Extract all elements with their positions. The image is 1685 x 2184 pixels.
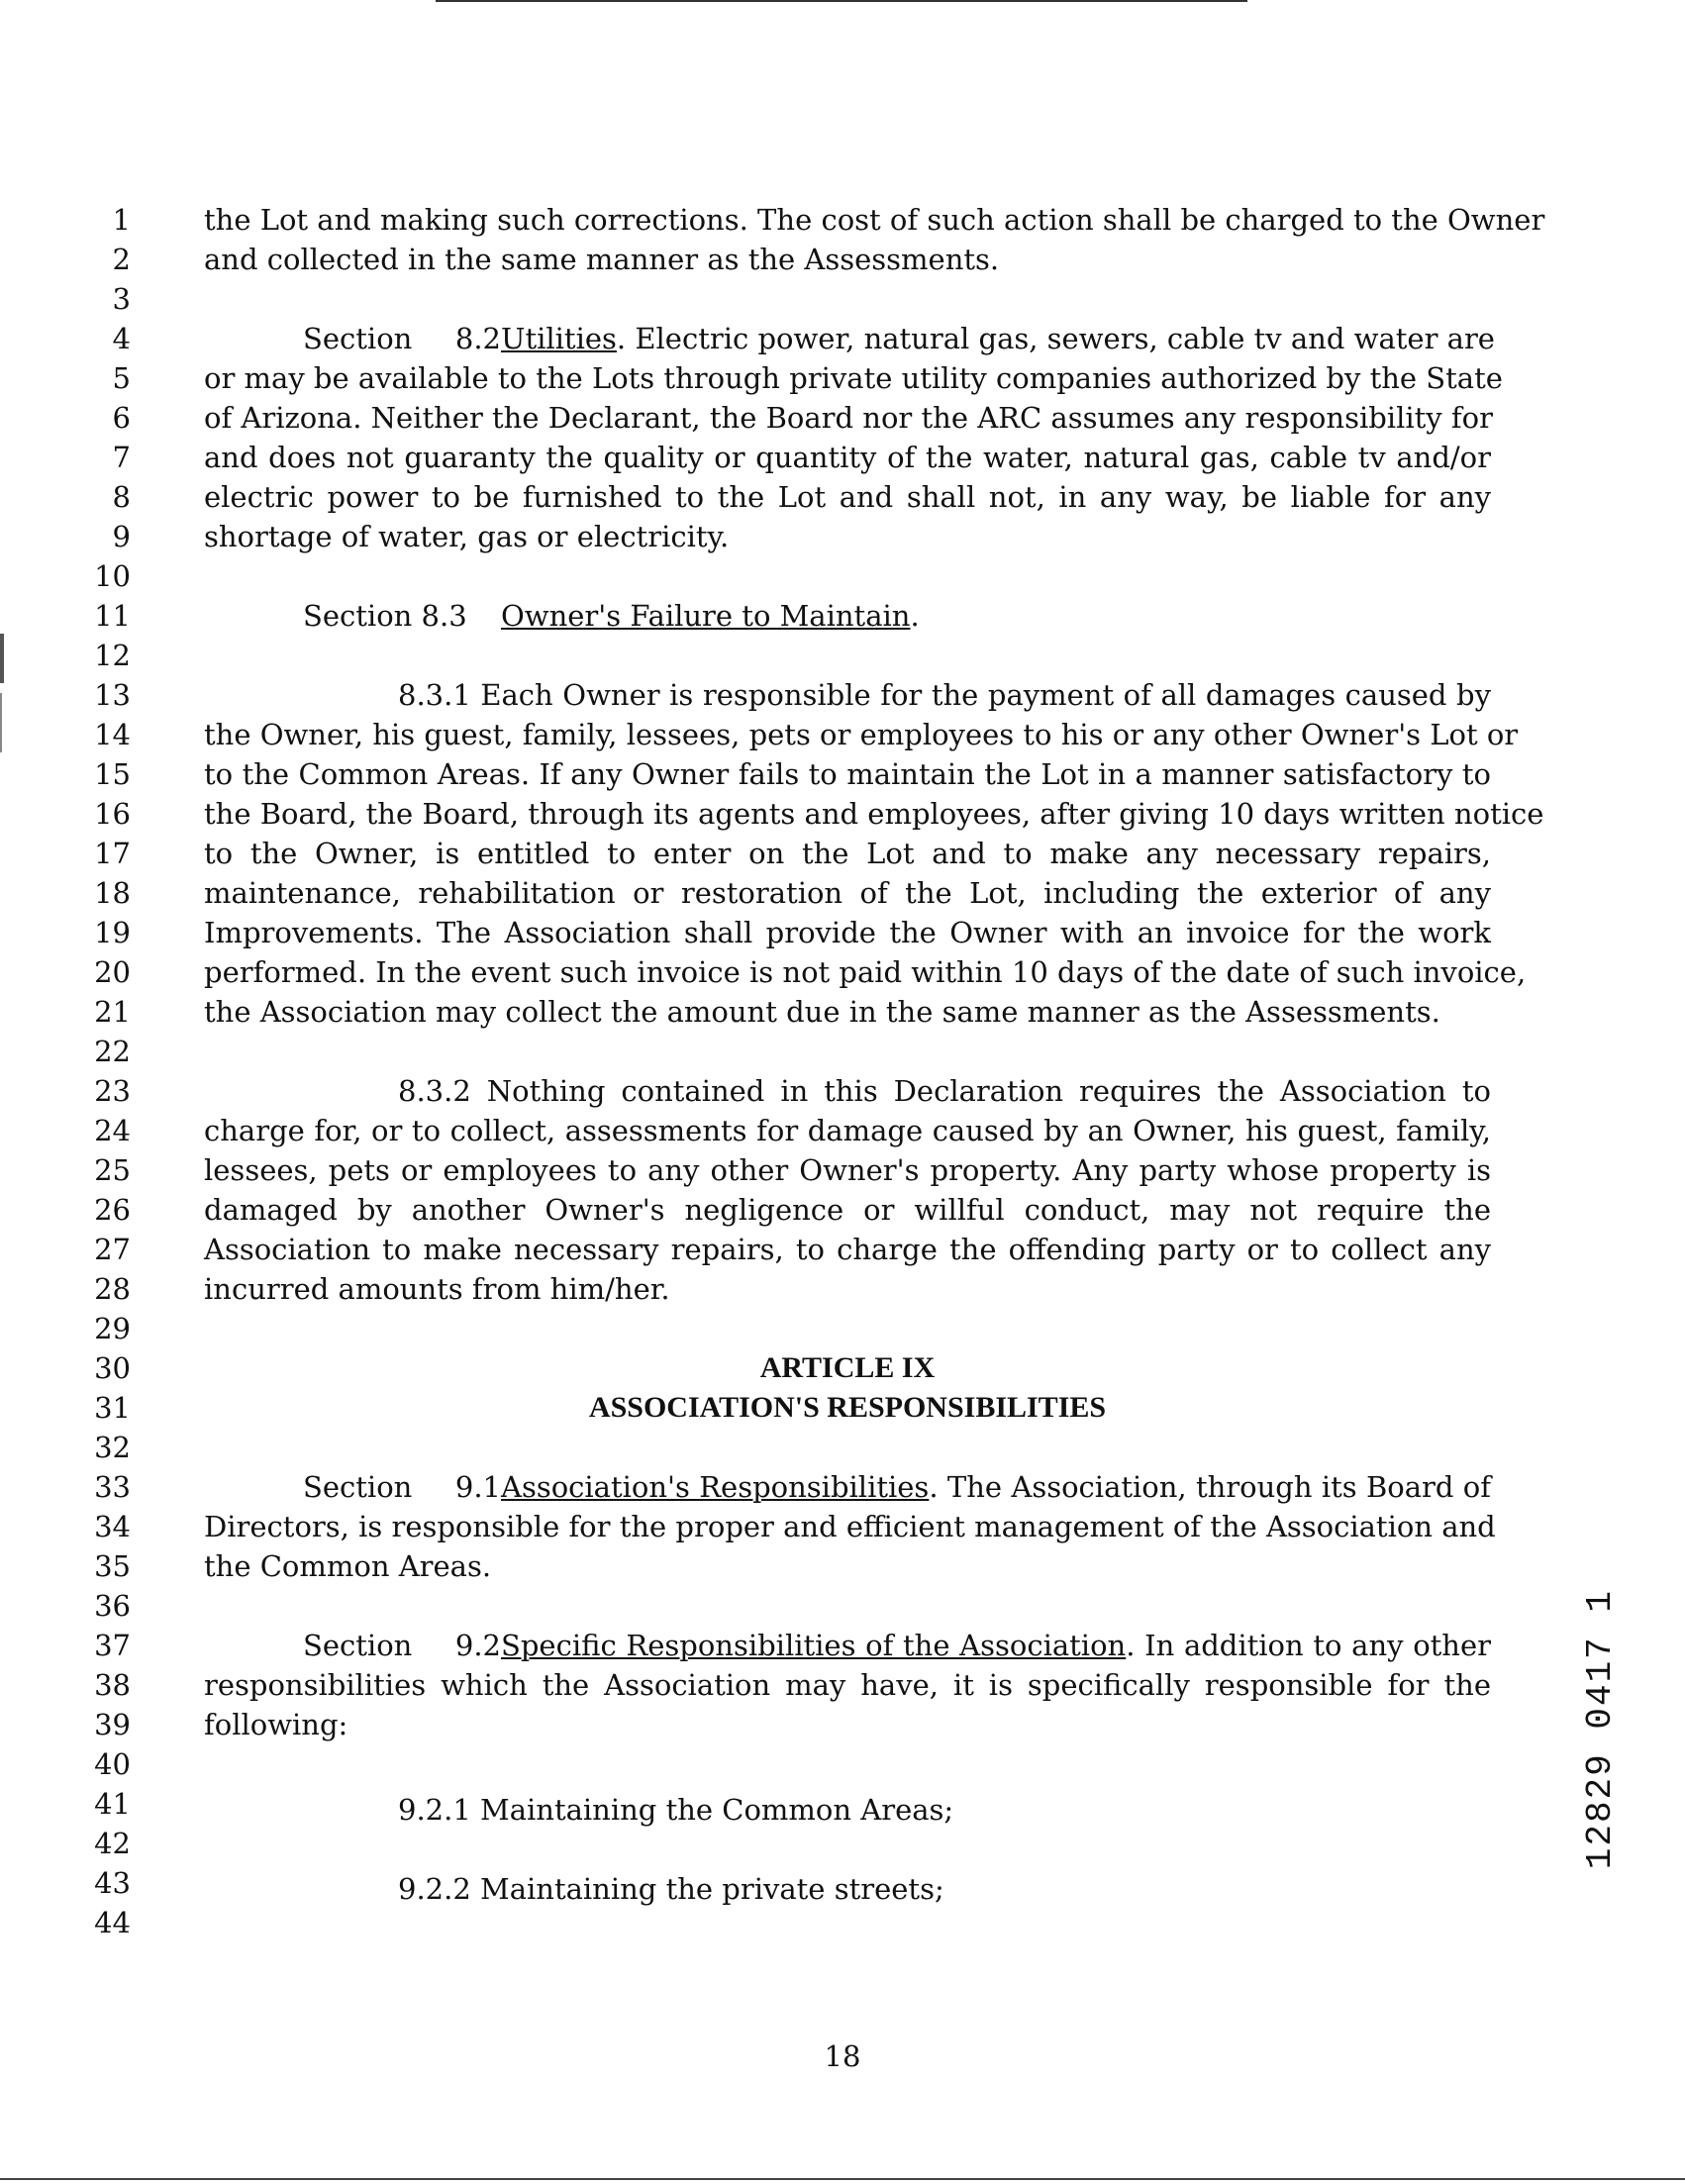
subsection-8-3-1-line	[204, 675, 1491, 715]
line-number: 20	[94, 955, 131, 989]
line-number: 40	[94, 1747, 131, 1781]
line-number: 42	[94, 1827, 131, 1860]
line-number: 35	[94, 1549, 131, 1583]
line-number: 17	[94, 837, 131, 870]
text-line: the Owner, his guest, family, lessees, pets or employees to his or any other Owner's Lot or	[204, 718, 1519, 751]
text-run: .	[910, 599, 920, 633]
text-line: electric power to be furnished to the Lot and shall not, in any way, be liable for any	[204, 480, 1491, 514]
line-number: 24	[94, 1114, 131, 1147]
text-line: shortage of water, gas or electricity.	[204, 520, 730, 553]
section-9-2-line	[204, 1626, 1491, 1665]
text-line: and does not guaranty the quality or quantity of the water, natural gas, cable tv and/or	[204, 441, 1491, 474]
text-run: . Electric power, natural gas, sewers, cable tv and water are	[616, 322, 1495, 355]
line-number: 12	[94, 639, 131, 672]
article-title: ASSOCIATION'S RESPONSIBILITIES	[588, 1391, 1107, 1424]
line-number: 18	[94, 876, 131, 910]
line-number: 7	[112, 441, 131, 474]
text-run: . The Association, through its Board of	[929, 1470, 1492, 1504]
line-number: 9	[112, 520, 131, 553]
section-8-2-line	[204, 319, 1495, 358]
subsection-9-2-1-line	[204, 1790, 1491, 1830]
article-number: ARTICLE IX	[759, 1351, 936, 1384]
line-number: 19	[94, 916, 131, 949]
text-line: the Lot and making such corrections. The cost of such action shall be charged to the Owner	[204, 203, 1545, 237]
scan-margin-mark	[0, 693, 2, 752]
text-line: incurred amounts from him/her.	[204, 1272, 670, 1306]
text-line: lessees, pets or employees to any other Owner's property. Any party whose property is	[204, 1153, 1491, 1187]
text-line: charge for, or to collect, assessments for damage caused by an Owner, his guest, family,	[204, 1114, 1491, 1147]
line-number: 41	[94, 1787, 131, 1821]
line-number: 14	[94, 718, 131, 751]
subsection-8-3-2-line	[204, 1071, 1491, 1111]
line-number: 22	[94, 1035, 131, 1068]
line-number: 25	[94, 1153, 131, 1187]
text-line: Improvements. The Association shall provide the Owner with an invoice for the work	[204, 916, 1491, 949]
line-number: 43	[94, 1866, 131, 1900]
text-line: and collected in the same manner as the Assessments.	[204, 243, 1000, 276]
line-number: 28	[94, 1272, 131, 1306]
text-line: responsibilities which the Association may have, it is specifically responsible for the	[204, 1668, 1491, 1702]
text-line: performed. In the event such invoice is not paid within 10 days of the date of such invoice,	[204, 955, 1527, 989]
section-title: Owner's Failure to Maintain	[501, 599, 911, 633]
section-8-3-line	[204, 596, 1491, 636]
line-number: 21	[94, 995, 131, 1029]
text-line: Association to make necessary repairs, to charge the offending party or to collect any	[204, 1233, 1491, 1266]
text-line: maintenance, rehabilitation or restoration of the Lot, including the exterior of any	[204, 876, 1491, 910]
text-line: the Board, the Board, through its agents and employees, after giving 10 days written notice	[204, 797, 1544, 831]
subsection-9-2-2-line	[204, 1869, 1491, 1909]
text-line: to the Common Areas. If any Owner fails to maintain the Lot in a manner satisfactory to	[204, 757, 1491, 791]
text-line: following:	[204, 1708, 348, 1741]
line-number: 3	[112, 282, 131, 316]
top-edge-line	[436, 0, 1247, 2]
section-title: Specific Responsibilities of the Association	[501, 1629, 1127, 1662]
section-title: Utilities	[501, 322, 617, 355]
line-number: 37	[94, 1629, 131, 1662]
text-run: 9.2.1 Maintaining the Common Areas;	[398, 1793, 954, 1827]
line-number: 26	[94, 1193, 131, 1227]
recording-stamp: 12829 0417 1	[1580, 1589, 1621, 1870]
line-number: 39	[94, 1708, 131, 1741]
line-number: 31	[94, 1391, 131, 1425]
line-number: 44	[94, 1906, 131, 1939]
line-number: 4	[112, 322, 131, 355]
scan-margin-mark	[0, 634, 4, 683]
line-number: 29	[94, 1312, 131, 1345]
line-number: 16	[94, 797, 131, 831]
line-number: 6	[112, 401, 131, 435]
section-9-1-line	[204, 1467, 1491, 1507]
line-number: 33	[94, 1470, 131, 1504]
text-line: to the Owner, is entitled to enter on the Lot and to make any necessary repairs,	[204, 837, 1491, 870]
text-line: damaged by another Owner's negligence or willful conduct, may not require the	[204, 1193, 1491, 1227]
text-line: of Arizona. Neither the Declarant, the Board nor the ARC assumes any responsibility for	[204, 401, 1493, 435]
line-number: 15	[94, 757, 131, 791]
line-number: 27	[94, 1233, 131, 1266]
line-number: 5	[112, 361, 131, 395]
line-number: 23	[94, 1074, 131, 1108]
bottom-edge-line	[0, 2178, 1685, 2180]
section-title: Association's Responsibilities	[501, 1470, 930, 1504]
line-number: 30	[94, 1351, 131, 1385]
text-run: 8.3.1 Each Owner is responsible for the payment of all damages caused by	[398, 678, 1491, 712]
section-number: Section 8.2	[303, 322, 501, 355]
text-run: 9.2.2 Maintaining the private streets;	[398, 1872, 944, 1906]
line-number: 8	[112, 480, 131, 514]
page-number: 18	[824, 2039, 861, 2073]
text-line: the Common Areas.	[204, 1549, 492, 1583]
text-line: the Association may collect the amount due in the same manner as the Assessments.	[204, 995, 1440, 1029]
line-number: 11	[94, 599, 131, 633]
text-line: or may be available to the Lots through private utility companies authorized by the State	[204, 361, 1503, 395]
text-run: . In addition to any other	[1126, 1629, 1492, 1662]
line-number: 34	[94, 1510, 131, 1543]
section-number: Section 9.2	[303, 1629, 501, 1662]
line-number: 36	[94, 1589, 131, 1623]
line-number: 38	[94, 1668, 131, 1702]
line-number: 1	[112, 203, 131, 237]
text-run: 8.3.2 Nothing contained in this Declaration requires the Association to	[398, 1074, 1491, 1108]
line-number: 13	[94, 678, 131, 712]
section-number: Section 9.1	[303, 1470, 501, 1504]
line-number: 2	[112, 243, 131, 276]
section-number: Section 8.3	[303, 599, 467, 633]
text-line: Directors, is responsible for the proper and efficient management of the Association and	[204, 1510, 1496, 1543]
line-number: 10	[94, 559, 131, 593]
line-number: 32	[94, 1431, 131, 1464]
